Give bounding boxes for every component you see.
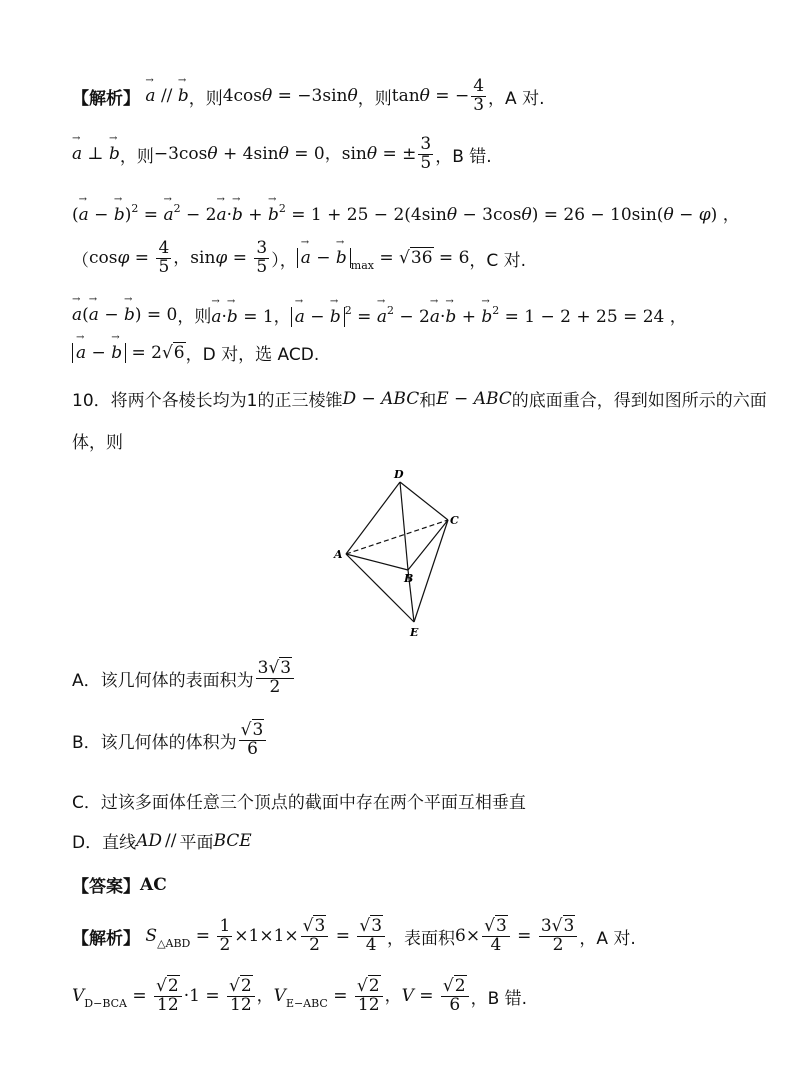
label-d: D [394, 468, 404, 481]
formula-eq1: 4cosθ = −3sinθ [222, 86, 358, 107]
formula-max: → a − → b $_{max}$ = √36 = 6 [297, 248, 470, 268]
solution-line-6 [72, 340, 319, 365]
formula-tan: tanθ = − $\frac{4}{3}$ [391, 76, 485, 115]
option-b [72, 722, 268, 759]
label-a: A [334, 548, 343, 561]
stem-part-1: 10．将两个各棱长均为1的正三棱锥 [72, 391, 343, 411]
formula-parallel: → a // → b [140, 86, 189, 106]
solution-line-3 [72, 200, 740, 225]
label-e: E [410, 626, 419, 639]
option-c-label: C．过该多面体任意三个顶点的截面中存在两个平面互相垂直 [72, 793, 526, 813]
text-surface: ，表面积 [387, 928, 456, 949]
analysis-label-2: 【解析】 [72, 928, 140, 949]
edge-ce [414, 520, 448, 622]
analysis-label: 【解析】 [72, 88, 140, 109]
pyramid-1: D − ABC [342, 388, 420, 409]
plane-word: 平面 [179, 833, 214, 853]
stem-part-4: 体，则 [72, 433, 123, 453]
solution-line-2 [72, 136, 492, 173]
formula-norm: → a − → b = 2√6 [72, 343, 186, 363]
paren-open: （ [72, 250, 89, 271]
edge-ab [346, 554, 408, 570]
answer-label: 【答案】 [72, 877, 140, 897]
answer-value: AC [140, 874, 167, 895]
formula-perp: → a ⊥ → b [72, 144, 120, 164]
label-b: B [404, 572, 414, 585]
stem-part-2: 和 [419, 391, 437, 411]
text-then-2: ，则 [357, 88, 392, 109]
text-then-3: ，则 [119, 146, 154, 167]
text-b-wrong-2: ，B 错. [470, 988, 528, 1009]
text-a-correct: ，A 对. [488, 88, 545, 109]
label-c: C [450, 514, 459, 527]
plane-bce: BCE [213, 830, 252, 851]
edge-ac-hidden [346, 520, 448, 554]
text-then: ，则 [188, 88, 223, 109]
text-d-correct: ，D 对，选 ACD. [185, 345, 320, 365]
formula-expand: (→ a − → b)$^2$ = → $a^2 - 2\to a\cdot\to b$ + → $b^2 = 1 + 25 - 2(4\sin\theta - 3\cos\theta) = 26 - 10\sin(\theta - \varphi)$ ， [72, 200, 740, 225]
formula-volume: $V_{D-BCA}$ = $\frac{√2}{12}$ ·1 = $\frac{√2}{12}$ ，$V_{E-ABC}$ = $\frac{√2}{12}$ ，V = $\frac{√2}{6}$ [72, 978, 471, 1015]
option-c [72, 788, 526, 813]
edge-bc [408, 520, 448, 570]
q10-solution-2 [72, 978, 527, 1015]
option-b-value: $\frac{√3}{6}$ [239, 722, 267, 759]
edge-dc [400, 482, 448, 520]
solution-line-1 [72, 78, 544, 115]
option-d-label: D．直线 [72, 833, 137, 853]
solution-line-4 [72, 240, 526, 277]
formula-eq2: −3cosθ + 4sinθ = 0，sinθ = ± $\frac{3}{5}$ [153, 134, 432, 173]
edge-ae [346, 554, 414, 622]
text-a-correct-2: ，A 对. [579, 928, 636, 949]
edge-db [400, 482, 408, 570]
answer-line [72, 872, 167, 897]
pyramid-2: E − ABC [436, 388, 512, 409]
paren-close: ）， [271, 250, 297, 271]
text-b-wrong: ，B 错. [435, 146, 492, 167]
parallel-symbol: // [165, 830, 177, 851]
option-a-value: $\frac{3√3}{2}$ [256, 660, 294, 697]
question-10-stem [72, 386, 767, 411]
q10-solution-1 [72, 918, 636, 955]
edge-da [346, 482, 400, 554]
option-d [72, 828, 252, 853]
formula-surface: 6× $\frac{√3}{4}$ = $\frac{3√3}{2}$ [455, 918, 579, 955]
text-c-correct: ，C 对. [469, 250, 527, 271]
solution-line-5 [72, 302, 687, 327]
stem-part-3: 的底面重合，得到如图所示的六面 [511, 391, 767, 411]
question-10-stem-cont [72, 428, 123, 453]
option-a [72, 660, 296, 697]
formula-area: $S_{\triangle ABD}$ = $\frac{1}{2}$ ×1×1× $\frac{√3}{2}$ = $\frac{√3}{4}$ [140, 918, 387, 955]
hexahedron-figure [330, 466, 470, 642]
formula-phi: cosφ = $\frac{4}{5}$ ，sinφ = $\frac{3}{5}$ [89, 238, 268, 277]
option-b-label: B．该几何体的体积为 [72, 732, 237, 753]
option-a-label: A．该几何体的表面积为 [72, 670, 254, 691]
formula-dot: → a(→ a − → b) = 0 [72, 305, 177, 325]
line-ad: AD [136, 830, 163, 851]
text-then-4: ，则 [177, 307, 212, 327]
formula-dot2: → a·→ b = 1，→ a − → b $^2$ = → $a^2 - 2\to a\cdot\to b$ + → $b^2 = 1 - 2 + 25 = 24$ ， [211, 302, 686, 327]
